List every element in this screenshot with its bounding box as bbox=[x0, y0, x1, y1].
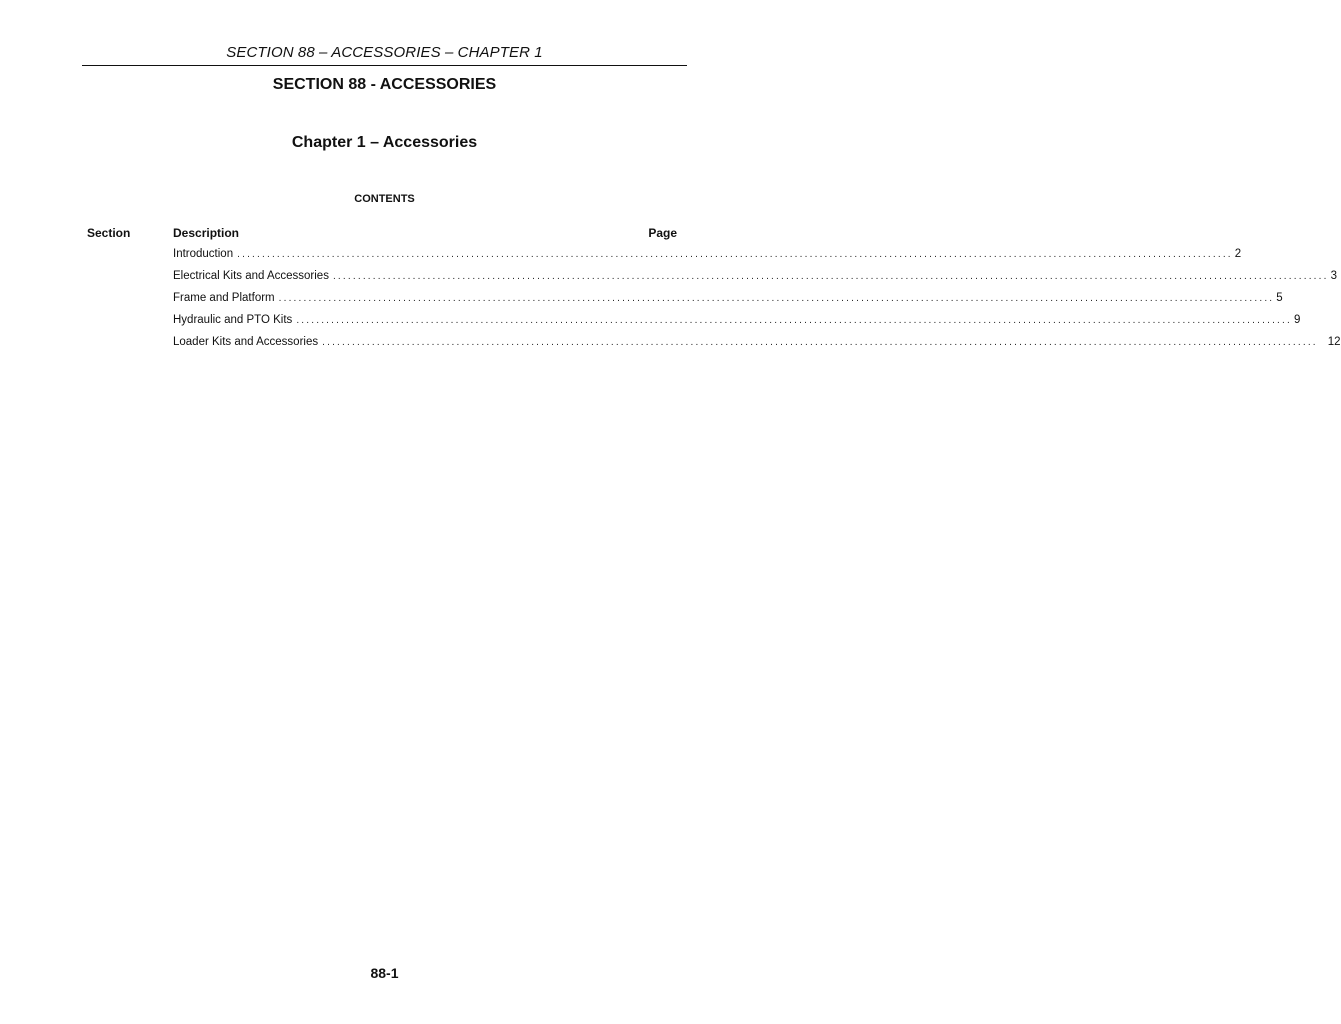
toc-dot-leader: ........................................................................................................................................................................................................ bbox=[322, 337, 1318, 348]
column-header-description: Description bbox=[173, 226, 240, 240]
toc-entry-label: Loader Kits and Accessories bbox=[173, 336, 319, 348]
toc-entry-loader-kits[interactable] bbox=[173, 336, 1341, 358]
toc-entry-introduction[interactable] bbox=[173, 248, 1242, 270]
toc-dot-leader: ........................................................................................................................................................................................................ bbox=[237, 249, 1233, 260]
toc-list bbox=[173, 248, 1341, 358]
page-number: 88-1 bbox=[370, 965, 399, 981]
column-header-page: Page bbox=[648, 226, 677, 240]
toc-entry-frame-and-platform[interactable] bbox=[173, 292, 1283, 314]
toc-entry-electrical-kits[interactable] bbox=[173, 270, 1338, 292]
header-rule bbox=[82, 65, 687, 66]
toc-entry-page: 12 bbox=[1327, 336, 1341, 348]
toc-entry-page: 3 bbox=[1330, 270, 1338, 282]
running-header: SECTION 88 – ACCESSORIES – CHAPTER 1 bbox=[226, 44, 543, 61]
section-title: SECTION 88 - ACCESSORIES bbox=[272, 76, 497, 93]
toc-entry-page: 2 bbox=[1234, 248, 1242, 260]
column-header-section: Section bbox=[87, 226, 131, 240]
toc-entry-hydraulic-and-pto-kits[interactable] bbox=[173, 314, 1301, 336]
contents-heading: CONTENTS bbox=[354, 193, 415, 205]
chapter-title: Chapter 1 – Accessories bbox=[291, 134, 478, 151]
toc-dot-leader: ........................................................................................................................................................................................................ bbox=[278, 293, 1275, 304]
toc-entry-page: 5 bbox=[1276, 292, 1283, 304]
toc-dot-leader: ........................................................................................................................................................................................................ bbox=[296, 315, 1292, 326]
toc-entry-label: Frame and Platform bbox=[173, 292, 275, 304]
toc-entry-label: Electrical Kits and Accessories bbox=[173, 270, 329, 282]
toc-entry-page: 9 bbox=[1293, 314, 1301, 326]
toc-entry-label: Introduction bbox=[173, 248, 234, 260]
toc-entry-label: Hydraulic and PTO Kits bbox=[173, 314, 293, 326]
toc-dot-leader: ........................................................................................................................................................................................................ bbox=[332, 271, 1329, 282]
